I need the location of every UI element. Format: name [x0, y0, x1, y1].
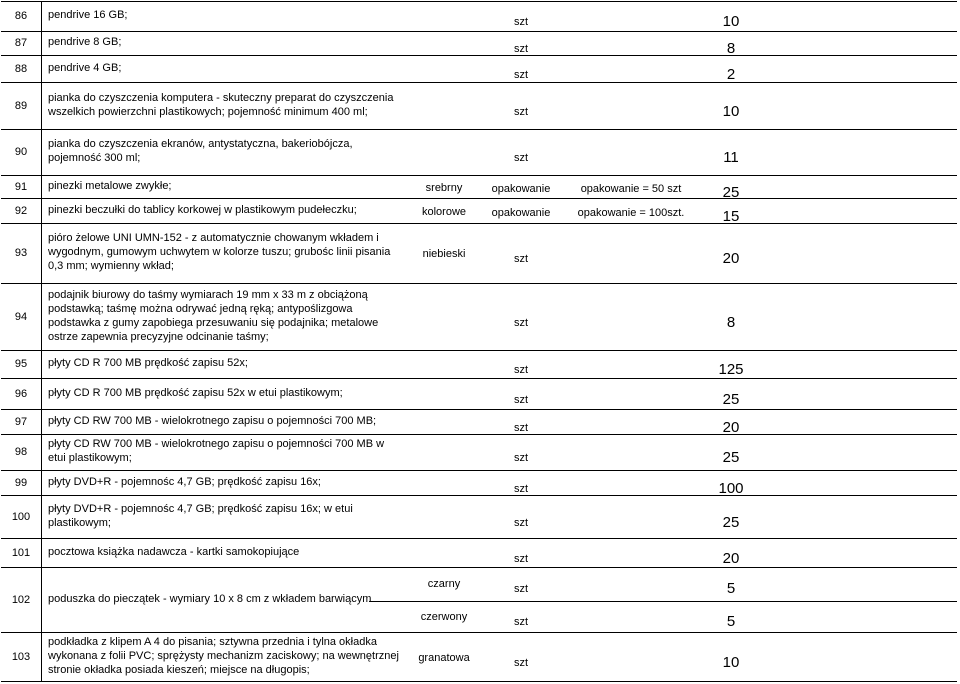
item-color: niebieski — [422, 248, 466, 260]
table-row — [1, 83, 957, 130]
row-number: 94 — [14, 310, 28, 323]
item-unit: szt — [513, 452, 529, 464]
items-table — [1, 1, 958, 682]
row-number: 95 — [14, 358, 28, 370]
column-divider — [41, 568, 42, 632]
description-line: płyty DVD+R - pojemnośc 4,7 GB; prędkość zapisu 16x; — [48, 475, 321, 488]
item-color: srebrny — [425, 181, 463, 194]
item-unit: szt — [513, 105, 529, 118]
table-row — [1, 568, 957, 633]
row-number: 92 — [14, 204, 28, 217]
row-number: 99 — [14, 476, 28, 489]
item-quantity: 10 — [722, 13, 740, 30]
table-row — [1, 31, 957, 56]
column-divider — [41, 284, 42, 350]
column-divider — [41, 633, 42, 681]
description-line: poduszka do pieczątek - wymiary 10 x 8 cm z wkładem barwiącym — [48, 592, 372, 605]
table-row — [1, 284, 957, 351]
item-unit: opakowanie — [491, 182, 551, 195]
row-number: 90 — [14, 146, 28, 158]
column-divider — [41, 56, 42, 82]
item-description — [48, 91, 393, 119]
row-number: 86 — [14, 10, 28, 22]
table-row — [1, 1, 957, 32]
row-number: 98 — [14, 446, 28, 458]
variant-divider — [369, 601, 957, 602]
table-row — [1, 471, 957, 496]
item-unit: szt — [513, 364, 529, 376]
description-line: stronie okładka posiada kieszeń; miejsce na długopis; — [48, 664, 310, 676]
item-unit: szt — [513, 16, 529, 28]
row-number: 103 — [11, 650, 31, 663]
description-line: ostrze zapewnia precyzyjne odcinanie taśmy; — [48, 330, 269, 343]
table-row — [1, 539, 957, 568]
item-quantity: 8 — [726, 313, 736, 331]
item-unit: szt — [513, 152, 529, 164]
item-description — [48, 356, 248, 370]
item-description — [48, 203, 357, 217]
column-divider — [41, 410, 42, 434]
description-line: etui plastikowym; — [48, 452, 132, 464]
table-row — [1, 224, 957, 284]
item-description — [48, 8, 128, 22]
item-quantity: 5 — [726, 580, 736, 598]
description-line: wszelkich powierzchni plastikowych; pojemność minimum 400 ml; — [48, 105, 368, 118]
description-line: pendrive 8 GB; — [48, 35, 122, 48]
table-row — [1, 379, 957, 410]
item-description — [48, 35, 121, 49]
item-quantity: 25 — [722, 390, 740, 408]
description-line: pióro żelowe UNI UMN-152 - z automatycznie chowanym wkładem i — [48, 232, 379, 244]
column-divider — [41, 539, 42, 567]
row-number: 96 — [14, 387, 28, 400]
item-description — [48, 386, 343, 400]
item-description — [48, 545, 299, 559]
row-number: 91 — [14, 180, 28, 193]
item-quantity: 100 — [718, 479, 744, 497]
column-divider — [41, 224, 42, 283]
table-row — [1, 435, 957, 471]
column-divider — [41, 31, 42, 55]
column-divider — [41, 2, 42, 31]
table-row — [1, 176, 957, 199]
description-line: pianka do czyszczenia komputera - skuteczny preparat do czyszczenia — [48, 91, 394, 104]
column-divider — [41, 471, 42, 495]
column-divider — [41, 435, 42, 470]
description-line: płyty DVD+R - pojemnośc 4,7 GB; prędkość zapisu 16x; w etui — [48, 502, 353, 515]
description-line: podstawka z gumy zapobiega przesuwaniu się podajnika; metalowe — [48, 316, 379, 329]
item-quantity: 15 — [722, 207, 740, 225]
item-description — [48, 137, 353, 165]
item-color: kolorowe — [421, 205, 467, 218]
row-number: 93 — [14, 247, 28, 259]
item-quantity: 20 — [722, 418, 740, 436]
table-row — [1, 199, 957, 224]
description-line: pinezki beczułki do tablicy korkowej w plastikowym pudełeczku; — [48, 203, 357, 216]
column-divider — [41, 351, 42, 378]
description-line: podkładka z klipem A 4 do pisania; sztywna przednia i tylna okładka — [48, 636, 377, 648]
item-unit-size: opakowanie = 50 szt — [580, 182, 682, 195]
description-line: 0,3 mm; wymienny wkład; — [48, 260, 174, 272]
item-unit: szt — [513, 316, 529, 329]
table-row — [1, 633, 957, 682]
column-divider — [41, 176, 42, 198]
item-quantity: 8 — [726, 39, 736, 57]
row-number: 89 — [14, 99, 28, 112]
description-line: płyty CD R 700 MB prędkość zapisu 52x; — [48, 357, 248, 369]
description-line: wygodnym, gumowym uchwytem w kolorze tuszu; grubośc linii pisania — [48, 246, 391, 258]
item-description — [48, 288, 378, 344]
item-quantity: 25 — [722, 513, 740, 531]
table-row — [1, 410, 957, 435]
description-line: wykonana z folii PVC; sprężysty mechanizm zaciskowy; na wewnętrznej — [48, 650, 399, 662]
item-quantity: 2 — [726, 65, 736, 83]
item-description — [48, 61, 121, 75]
item-unit: szt — [513, 253, 529, 265]
item-quantity: 11 — [723, 149, 739, 166]
description-line: płyty CD RW 700 MB - wielokrotnego zapisu o pojemności 700 MB w — [48, 438, 385, 450]
item-unit: szt — [513, 482, 529, 495]
column-divider — [41, 496, 42, 538]
description-line: pocztowa książka nadawcza - kartki samokopiujące — [48, 545, 300, 558]
column-divider — [41, 199, 42, 223]
item-quantity: 25 — [722, 449, 740, 466]
item-quantity: 10 — [722, 653, 740, 671]
description-line: podstawką; taśmę można odrywać jedną ręką; antypoślizgowa — [48, 302, 353, 315]
item-quantity: 125 — [718, 361, 744, 378]
description-line: pojemność 300 ml; — [48, 152, 141, 164]
row-number: 101 — [11, 546, 31, 559]
item-description — [48, 635, 399, 677]
table-row — [1, 351, 957, 379]
description-line: pianka do czyszczenia ekranów, antystatyczna, bakeriobójcza, — [48, 138, 353, 150]
item-unit: szt — [513, 656, 529, 669]
description-line: plastikowym; — [48, 516, 111, 529]
item-quantity: 20 — [722, 549, 740, 567]
item-unit: szt — [513, 393, 529, 406]
table-row — [1, 56, 957, 83]
item-description — [48, 475, 321, 489]
description-line: płyty CD RW 700 MB - wielokrotnego zapisu o pojemności 700 MB; — [48, 414, 377, 427]
item-description — [48, 437, 384, 465]
column-divider — [41, 83, 42, 129]
description-line: podajnik biurowy do taśmy wymiarach 19 mm x 33 m z obciążoną — [48, 288, 368, 301]
item-description — [48, 179, 172, 193]
table-row — [1, 496, 957, 539]
item-unit-size: opakowanie = 100szt. — [577, 206, 685, 219]
item-unit: opakowanie — [491, 206, 551, 219]
description-line: pinezki metalowe zwykłe; — [48, 179, 172, 192]
item-unit: szt — [513, 552, 529, 565]
item-quantity: 25 — [722, 183, 740, 201]
item-color: czerwony — [420, 610, 468, 623]
column-divider — [41, 130, 42, 175]
item-quantity: 5 — [726, 612, 736, 630]
item-description — [48, 592, 371, 606]
row-number: 102 — [11, 593, 31, 606]
column-divider — [41, 379, 42, 409]
item-description — [48, 414, 376, 428]
item-description — [48, 231, 390, 273]
item-unit: szt — [513, 42, 529, 55]
table-row — [1, 130, 957, 176]
row-number: 97 — [14, 415, 28, 428]
row-number: 88 — [14, 62, 28, 75]
description-line: pendrive 16 GB; — [48, 9, 128, 21]
item-color: granatowa — [418, 651, 470, 664]
item-quantity: 20 — [722, 250, 740, 267]
description-line: płyty CD R 700 MB prędkość zapisu 52x w etui plastikowym; — [48, 386, 343, 399]
item-unit: szt — [513, 68, 529, 81]
item-quantity: 10 — [722, 102, 740, 120]
item-unit: szt — [513, 516, 529, 529]
item-unit: szt — [513, 583, 529, 596]
item-color: czarny — [427, 578, 461, 591]
row-number: 87 — [14, 36, 28, 49]
description-line: pendrive 4 GB; — [48, 61, 122, 74]
item-unit: szt — [513, 421, 529, 434]
row-number: 100 — [11, 510, 31, 523]
item-unit: szt — [513, 615, 529, 628]
item-description — [48, 502, 353, 530]
